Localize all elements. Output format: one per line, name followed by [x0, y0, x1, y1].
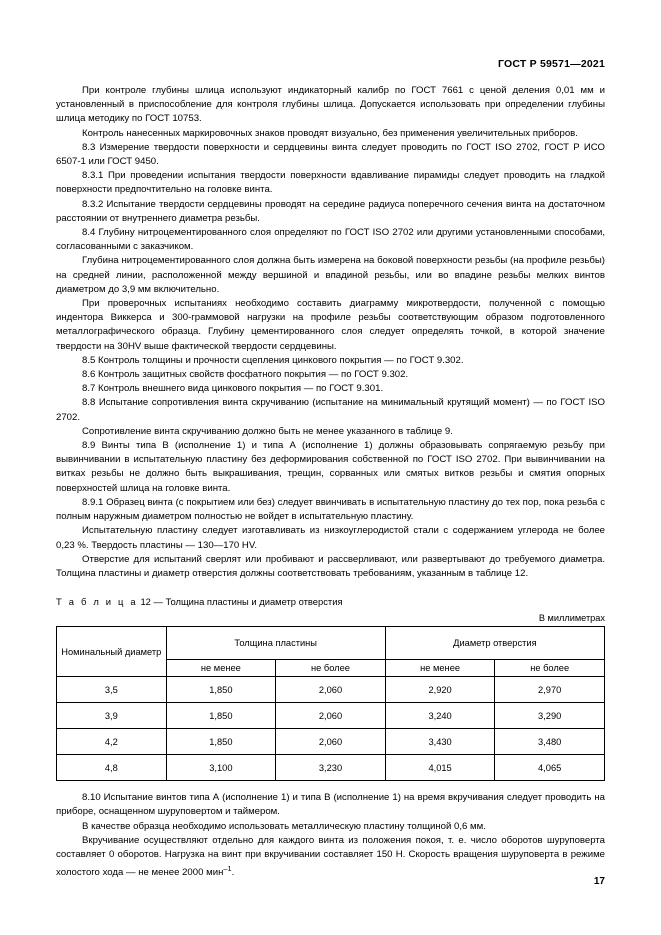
spacer — [56, 781, 605, 791]
paragraph: Сопротивление винта скручиванию должно быть не менее указанного в таблице 9. — [82, 425, 453, 437]
cell-hole-min: 4,015 — [385, 755, 495, 781]
header-hole-min: не менее — [385, 660, 495, 677]
superscript-exponent: –1 — [223, 864, 232, 874]
cell-hole-max: 4,065 — [495, 755, 605, 781]
paragraph: 8.3 Измерение твердости поверхности и сердцевины винта следует проводить по ГОСТ ISO 2702, ГОСТ Р ИСО 6507-1 или ГОСТ 9450. — [56, 141, 605, 168]
paragraph: Испытательную пластину следует изготавливать из низкоуглеродистой стали с содержанием углерода не более 0,23 %. Твердость пластины — 130—170 HV. — [56, 525, 605, 551]
cell-nominal: 3,9 — [57, 703, 167, 729]
paragraph: 8.4 Глубину нитроцементированного слоя определяют по ГОСТ ISO 2702 или другими установленными способами, согласованными с заказчиком. — [56, 227, 605, 253]
cell-hole-min: 3,240 — [385, 703, 495, 729]
paragraph: При контроле глубины шлица используют индикаторный калибр по ГОСТ 7661 с ценой деления 0,01 мм и установленный в приспособление для контроля глубины шлица. Допускается использовать при определении глубины шлица методику по ГОСТ 10753. — [56, 85, 605, 125]
paragraph: При проверочных испытаниях необходимо составить диаграмму микротвердости, полученной с помощью индентора Виккерса и 300-граммовой нагрузки на профиле резьбы соответствующим образом подготовленного металлографического образца. Глубину цементированного слоя следует определять точкой, в которой значение твердости на 30HV выше фактической твердости сердцевины. — [56, 298, 605, 352]
table-row — [57, 729, 605, 755]
cell-nominal: 4,8 — [57, 755, 167, 781]
paragraph: Глубина нитроцементированного слоя должна быть измерена на боковой поверхности резьбы (на профиле резьбы) на средней линии, расположенной между вершиной и впадиной резьбы, или во впадине резьбы мелких винтов диаметром до 3,9 мм включительно. — [56, 255, 605, 295]
table-caption-number: 12 — [140, 596, 151, 608]
cell-thickness-min: 3,100 — [166, 755, 276, 781]
table-row — [57, 755, 605, 781]
paragraph: 8.9 Винты типа В (исполнение 1) и типа А (исполнение 1) должны образовывать сопрягаемую резьбу при вывинчивании в испытательную пластину без деформирования собственной по ГОСТ ISO 2702. При вывинчивании на витках резьбы не должно быть выкрашивания, трещин, сорванных или смятых витков резьбы и смятия опорных поверхностей шлица на головке винта. — [56, 440, 605, 494]
page-number: 17 — [593, 876, 605, 887]
cell-hole-min: 2,920 — [385, 677, 495, 703]
header-nominal-diameter: Номинальный диаметр — [57, 627, 167, 677]
header-thickness-max: не более — [276, 660, 386, 677]
trailing-period: . — [231, 867, 235, 879]
cell-nominal: 3,5 — [57, 677, 167, 703]
table-caption-text: — Толщина пластины и диаметр отверстия — [153, 596, 343, 608]
page-content — [56, 58, 605, 881]
cell-thickness-max: 2,060 — [276, 729, 386, 755]
table-caption-label: Т а б л и ц а — [56, 596, 138, 608]
paragraph: 8.5 Контроль толщины и прочности сцепления цинкового покрытия — по ГОСТ 9.302. — [82, 354, 464, 366]
header-plate-thickness: Толщина пластины — [166, 627, 385, 660]
table-caption — [56, 596, 605, 607]
table-row — [57, 703, 605, 729]
table-units-note: В миллиметрах — [538, 613, 605, 624]
paragraph: 8.3.2 Испытание твердости сердцевины проводят на середине радиуса поперечного сечения винта на достаточном расстоянии от внутреннего диаметра резьбы. — [56, 198, 605, 224]
header-hole-max: не более — [495, 660, 605, 677]
paragraph: 8.7 Контроль внешнего вида цинкового покрытия — по ГОСТ 9.301. — [82, 383, 384, 395]
paragraph: 8.10 Испытание винтов типа А (исполнение 1) и типа В (исполнение 1) на время вкручивания следует проводить на приборе, оснащенном шуруповертом и таймером. — [56, 792, 605, 818]
table-row — [57, 677, 605, 703]
paragraph-text: Вкручивание осуществляют отдельно для каждого винта из положения покоя, т. е. число оборотов шуруповерта составляет 0 оборотов. Нагрузка на винт при вкручивании составляет 150 Н. Скорость вращения шуруповерта в режиме холостого хода — не менее 2000 мин — [56, 834, 605, 879]
paragraph: 8.8 Испытание сопротивления винта скручиванию (испытание на минимальный крутящий момент) — по ГОСТ ISO 2702. — [56, 397, 605, 423]
paragraph: Отверстие для испытаний сверлят или пробивают и рассверливают, или развертывают до требуемого диаметра. Толщина пластины и диаметр отверстия должны соответствовать требованиям, указанным в таблице 12. — [56, 553, 605, 579]
paragraph: 8.6 Контроль защитных свойств фосфатного покрытия — по ГОСТ 9.302. — [82, 369, 409, 381]
cell-hole-max: 3,480 — [495, 729, 605, 755]
cell-hole-min: 3,430 — [385, 729, 495, 755]
standard-number-header: ГОСТ Р 59571—2021 — [497, 58, 605, 70]
plate-thickness-hole-diameter-table — [56, 626, 605, 781]
paragraph: 8.9.1 Образец винта (с покрытием или без) следует ввинчивать в испытательную пластину до тех пор, пока резьба с полным наружным диаметром полностью не войдет в испытательную пластину. — [56, 496, 605, 523]
paragraph: Контроль нанесенных маркировочных знаков проводят визуально, без применения увеличительных приборов. — [82, 127, 578, 139]
paragraph: 8.3.1 При проведении испытания твердости поверхности вдавливание пирамиды следует проводить на гладкой поверхности предпочтительно на головке винта. — [56, 170, 605, 196]
cell-thickness-max: 2,060 — [276, 703, 386, 729]
paragraph-with-superscript — [56, 834, 605, 881]
header-thickness-min: не менее — [166, 660, 276, 677]
cell-thickness-min: 1,850 — [166, 677, 276, 703]
paragraph: В качестве образца необходимо использовать металлическую пластину толщиной 0,6 мм. — [82, 820, 486, 832]
cell-thickness-max: 2,060 — [276, 677, 386, 703]
cell-hole-max: 2,970 — [495, 677, 605, 703]
cell-hole-max: 3,290 — [495, 703, 605, 729]
cell-thickness-max: 3,230 — [276, 755, 386, 781]
cell-nominal: 4,2 — [57, 729, 167, 755]
header-hole-diameter: Диаметр отверстия — [385, 627, 604, 660]
table-header-row — [57, 627, 605, 660]
after-table-paragraphs — [56, 791, 605, 880]
cell-thickness-min: 1,850 — [166, 729, 276, 755]
cell-thickness-min: 1,850 — [166, 703, 276, 729]
